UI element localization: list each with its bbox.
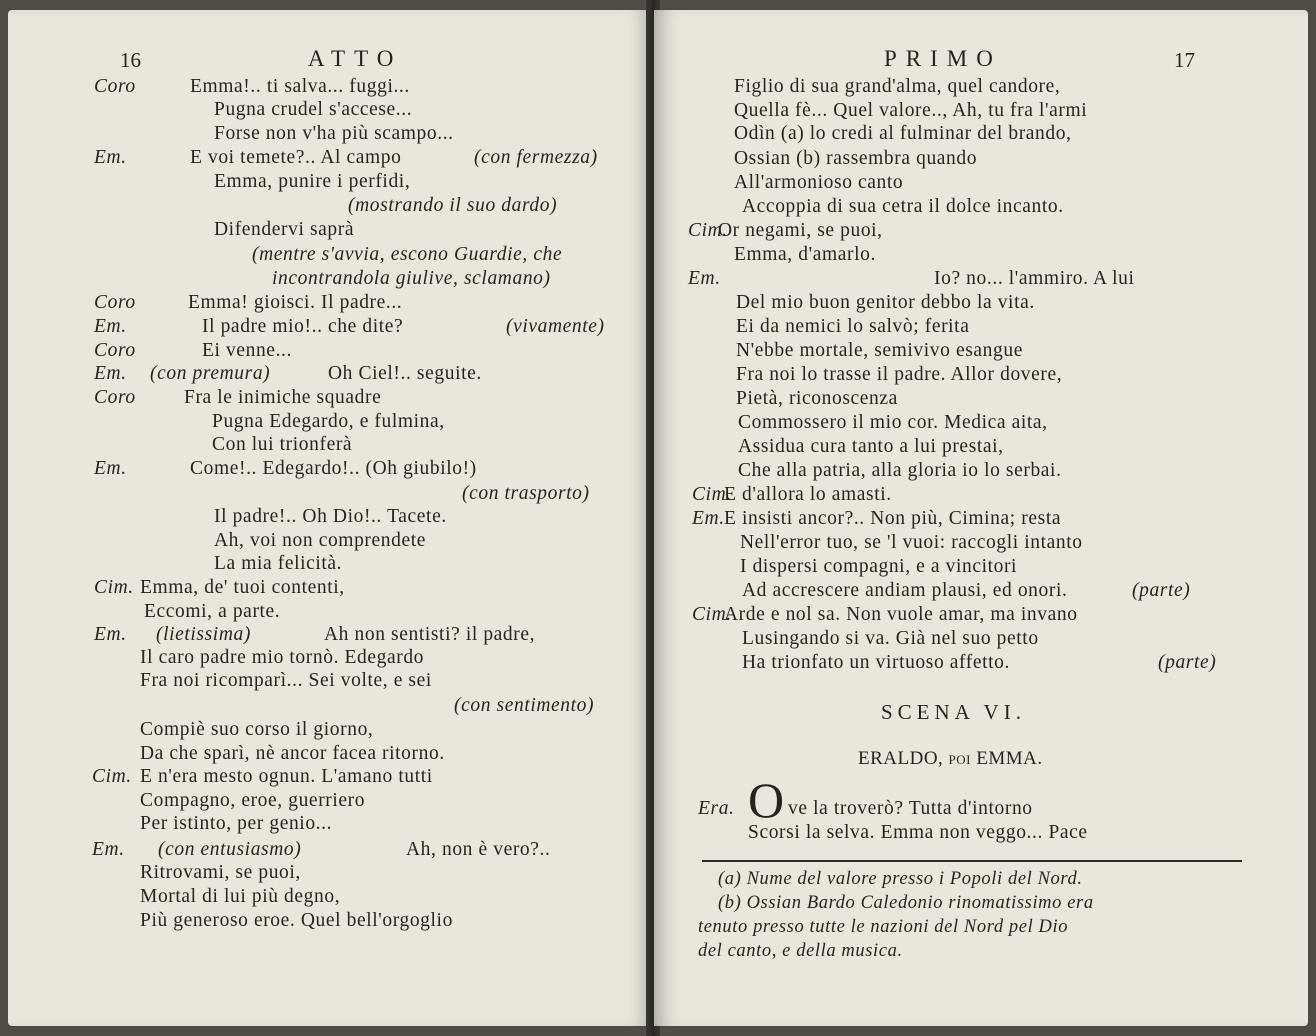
verse-line: N'ebbe mortale, semivivo esangue <box>736 340 1023 361</box>
verse-line: Mortal di lui più degno, <box>140 886 341 907</box>
footnote-line: tenuto presso tutte le nazioni del Nord pel Dio <box>698 917 1069 937</box>
speaker-label: Coro <box>94 292 136 313</box>
speaker-label: Em. <box>94 458 127 479</box>
right-page <box>654 10 1308 1026</box>
speaker-label: Coro <box>94 340 136 361</box>
verse-line: Odìn (a) lo credi al fulminar del brando, <box>734 123 1072 144</box>
verse-line: Compagno, eroe, guerriero <box>140 790 366 811</box>
verse-line: Difendervi saprà <box>214 219 355 240</box>
speaker-label: Em. <box>94 316 127 337</box>
footnote-line: (a) Nume del valore presso i Popoli del Nord. <box>718 869 1083 889</box>
speaker-label: Em. <box>94 624 127 645</box>
page-number: 17 <box>1174 48 1195 72</box>
stage-direction: (mentre s'avvia, escono Guardie, che <box>252 244 563 265</box>
verse-line: Come!.. Edegardo!.. (Oh giubilo!) <box>190 458 477 479</box>
verse-line: All'armonioso canto <box>734 172 904 193</box>
speaker-label: Em. <box>92 839 125 860</box>
verse-line: Ritrovami, se puoi, <box>140 862 301 883</box>
verse-line: Ah, voi non comprendete <box>214 530 426 551</box>
verse-line: Ei da nemici lo salvò; ferita <box>736 316 970 337</box>
running-head: ATTO <box>308 46 403 71</box>
verse-line: Il padre mio!.. che dite? <box>202 316 404 337</box>
stage-direction: (parte) <box>1132 580 1191 601</box>
stage-direction: (con fermezza) <box>474 147 598 168</box>
verse-line: La mia felicità. <box>214 553 343 574</box>
verse-line: Figlio di sua grand'alma, quel candore, <box>734 76 1061 97</box>
running-head: PRIMO <box>884 46 1002 71</box>
verse-line: Con lui trionferà <box>212 434 353 455</box>
verse-line: Del mio buon genitor debbo la vita. <box>736 292 1035 313</box>
stage-direction: (con trasporto) <box>462 483 590 504</box>
speaker-label: Cim. <box>688 220 728 241</box>
verse-line: Commossero il mio cor. Medica aita, <box>738 412 1048 433</box>
page-number: 16 <box>120 48 141 72</box>
verse-line: Compiè suo corso il giorno, <box>140 719 374 740</box>
verse-line: Pugna Edegardo, e fulmina, <box>212 411 445 432</box>
verse-line: Fra noi ricomparì... Sei volte, e sei <box>140 670 432 691</box>
verse-line: Fra le inimiche squadre <box>184 387 382 408</box>
verse-line: Emma, de' tuoi contenti, <box>140 577 345 598</box>
verse-line: Ossian (b) rassembra quando <box>734 148 978 169</box>
speaker-label: Cim. <box>692 484 732 505</box>
scene-heading: SCENA VI. <box>881 700 1026 724</box>
verse-line: Emma! gioisci. Il padre... <box>188 292 403 313</box>
verse-line: I dispersi compagni, e a vincitori <box>740 556 1018 577</box>
verse-line: Ad accrescere andiam plausi, ed onori. <box>742 580 1068 601</box>
speaker-label: Cim. <box>92 766 132 787</box>
verse-line: Io? no... l'ammiro. A lui <box>934 268 1135 289</box>
speaker-label: Em. <box>94 363 127 384</box>
verse-line: Quella fè... Quel valore.., Ah, tu fra l'armi <box>734 100 1088 121</box>
verse-line: Emma, punire i perfidi, <box>214 171 411 192</box>
drop-cap: O <box>748 772 785 828</box>
verse-line: Arde e nol sa. Non vuole amar, ma invano <box>724 604 1078 625</box>
verse-line: E n'era mesto ognun. L'amano tutti <box>140 766 433 787</box>
stage-direction: (con premura) <box>150 363 271 384</box>
verse-line: Accoppia di sua cetra il dolce incanto. <box>742 196 1064 217</box>
speaker-label: Cim. <box>692 604 732 625</box>
verse-line: Ah, non è vero?.. <box>406 839 551 860</box>
footnote-line: del canto, e della musica. <box>698 941 903 961</box>
verse-line: Emma!.. ti salva... fuggi... <box>190 76 410 97</box>
left-page <box>8 10 652 1026</box>
speaker-label: Coro <box>94 387 136 408</box>
stage-direction: (vivamente) <box>506 316 605 337</box>
verse-line: Che alla patria, alla gloria io lo serbai. <box>738 460 1062 481</box>
footnote-rule <box>702 860 1242 862</box>
speaker-label: Em. <box>688 268 721 289</box>
stage-direction: (con sentimento) <box>454 695 595 716</box>
verse-line: Lusingando si va. Già nel suo petto <box>742 628 1039 649</box>
stage-direction: (mostrando il suo dardo) <box>348 195 558 216</box>
footnote-line: (b) Ossian Bardo Caledonio rinomatissimo era <box>718 893 1094 913</box>
verse-line: Ei venne... <box>202 340 292 361</box>
stage-direction: (parte) <box>1158 652 1217 673</box>
verse-line: Emma, d'amarlo. <box>734 244 876 265</box>
verse-line: Più generoso eroe. Quel bell'orgoglio <box>140 910 453 931</box>
verse-line: Pugna crudel s'accese... <box>214 99 413 120</box>
verse-line: Nell'error tuo, se 'l vuoi: raccogli intanto <box>740 532 1083 553</box>
verse-line: E d'allora lo amasti. <box>724 484 892 505</box>
verse-line: Il caro padre mio tornò. Edegardo <box>140 647 425 668</box>
verse-line: Il padre!.. Oh Dio!.. Tacete. <box>214 506 447 527</box>
speaker-label: Era. <box>698 798 735 819</box>
verse-line: Assidua cura tanto a lui prestai, <box>738 436 1004 457</box>
speaker-label: Cim. <box>94 577 134 598</box>
speaker-label: Coro <box>94 76 136 97</box>
verse-line: Pietà, riconoscenza <box>736 388 898 409</box>
verse-line: Oh Ciel!.. seguite. <box>328 363 482 384</box>
stage-direction: (con entusiasmo) <box>158 839 302 860</box>
verse-line: Forse non v'ha più scampo... <box>214 123 454 144</box>
scene-characters: ERALDO, poi EMMA. <box>858 748 1043 769</box>
verse-line: Eccomi, a parte. <box>144 601 281 622</box>
verse-line: E insisti ancor?.. Non più, Cimina; resta <box>724 508 1062 529</box>
verse-line: Or negami, se puoi, <box>718 220 883 241</box>
verse-line: Da che sparì, nè ancor facea ritorno. <box>140 743 445 764</box>
speaker-label: Em. <box>94 147 127 168</box>
verse-line: Ha trionfato un virtuoso affetto. <box>742 652 1011 673</box>
speaker-label: Em. <box>692 508 725 529</box>
verse-line: Ah non sentisti? il padre, <box>324 624 536 645</box>
verse-line: E voi temete?.. Al campo <box>190 147 402 168</box>
verse-line: Per istinto, per genio... <box>140 813 333 834</box>
stage-direction: (lietissima) <box>156 624 251 645</box>
verse-line: ve la troverò? Tutta d'intorno <box>788 798 1033 819</box>
verse-line: Fra noi lo trasse il padre. Allor dovere, <box>736 364 1063 385</box>
verse-line: Scorsi la selva. Emma non veggo... Pace <box>748 822 1088 843</box>
stage-direction: incontrandola giulive, sclamano) <box>272 268 551 289</box>
